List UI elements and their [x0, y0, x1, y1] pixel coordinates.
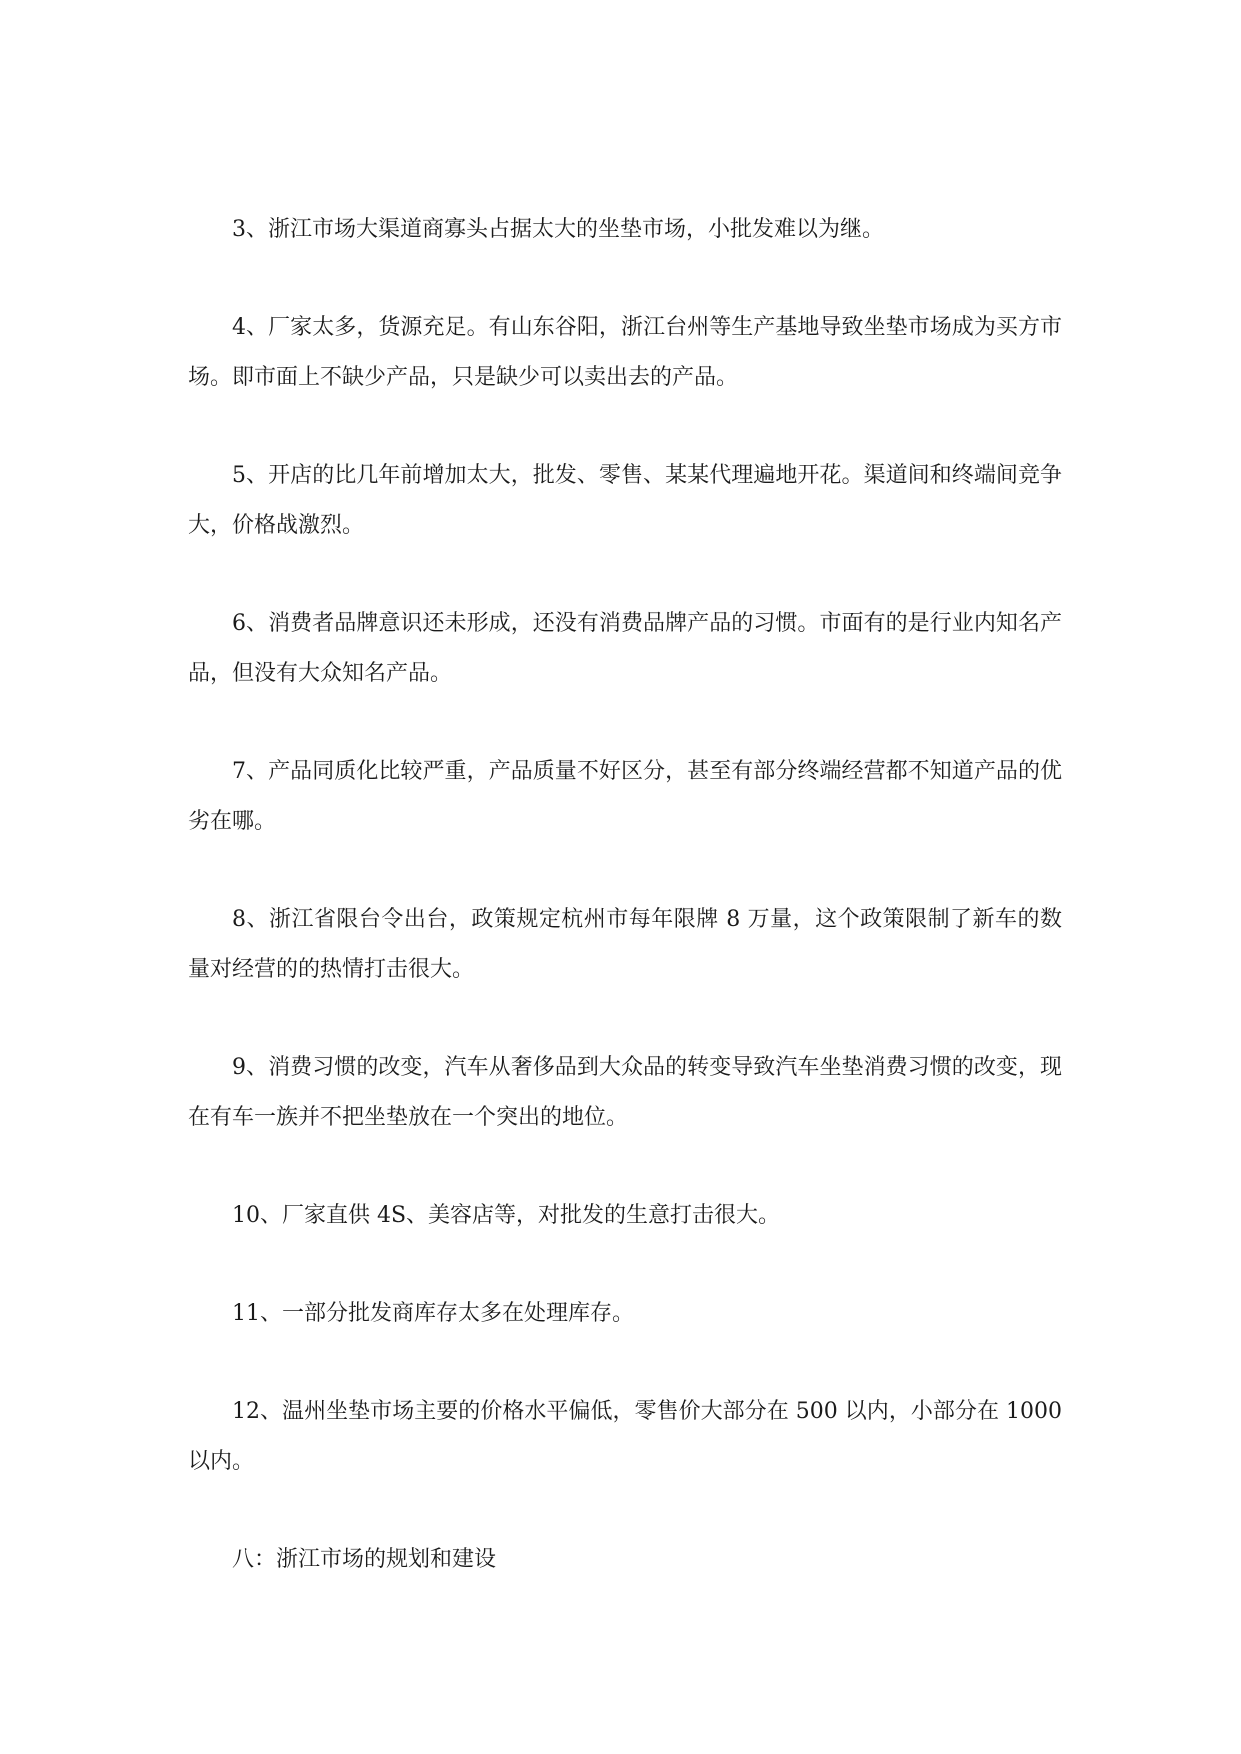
paragraph-3: 3、浙江市场大渠道商寡头占据太大的坐垫市场，小批发难以为继。 [232, 217, 884, 242]
paragraph-10: 10、厂家直供 4S、美容店等，对批发的生意打击很大。 [232, 1203, 781, 1228]
document-body [188, 205, 1062, 1633]
paragraph-4: 4、厂家太多，货源充足。有山东谷阳，浙江台州等生产基地导致坐垫市场成为买方市场。即市面上不缺少产品，只是缺少可以卖出去的产品。 [188, 315, 1062, 390]
paragraph-12: 12、温州坐垫市场主要的价格水平偏低，零售价大部分在 500 以内，小部分在 1000 以内。 [188, 1399, 1062, 1474]
paragraph-9: 9、消费习惯的改变，汽车从奢侈品到大众品的转变导致汽车坐垫消费习惯的改变，现在有车一族并不把坐垫放在一个突出的地位。 [188, 1055, 1062, 1130]
paragraph-7: 7、产品同质化比较严重，产品质量不好区分，甚至有部分终端经营都不知道产品的优劣在哪。 [188, 759, 1062, 834]
paragraph-8: 8、浙江省限台令出台，政策规定杭州市每年限牌 8 万量，这个政策限制了新车的数量对经营的的热情打击很大。 [188, 907, 1062, 982]
paragraph-5: 5、开店的比几年前增加太大，批发、零售、某某代理遍地开花。渠道间和终端间竞争大，价格战激烈。 [188, 463, 1062, 538]
section-heading-8: 八：浙江市场的规划和建设 [232, 1547, 497, 1572]
paragraph-6: 6、消费者品牌意识还未形成，还没有消费品牌产品的习惯。市面有的是行业内知名产品，但没有大众知名产品。 [188, 611, 1062, 686]
paragraph-11: 11、一部分批发商库存太多在处理库存。 [232, 1301, 634, 1326]
